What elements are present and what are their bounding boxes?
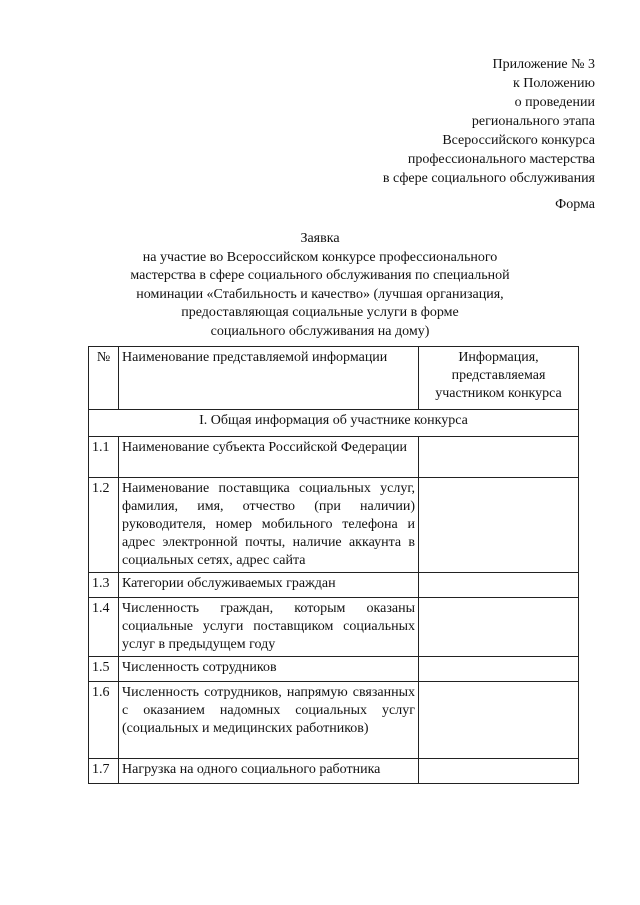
table-row (89, 682, 579, 759)
row-name: Наименование субъекта Российской Федерации (119, 437, 419, 478)
row-name: Категории обслуживаемых граждан (119, 573, 419, 598)
title-heading: Заявка (300, 231, 340, 246)
row-info-cell[interactable] (419, 657, 579, 682)
title-line: на участие во Всероссийском конкурсе профессионального (142, 249, 498, 265)
title-line: номинации «Стабильность и качество» (лучшая организация, (136, 286, 504, 302)
table-row (89, 759, 579, 784)
row-info-cell[interactable] (419, 759, 579, 784)
application-title (100, 230, 540, 341)
table-row (89, 598, 579, 657)
table-row (89, 573, 579, 598)
appendix-line: Приложение № 3 (492, 57, 595, 72)
row-number: 1.5 (89, 657, 119, 682)
header-information-name: Наименование представляемой информации (119, 347, 419, 410)
row-name: Наименование поставщика социальных услуг, фамилия, имя, отчество (при наличии) руководителя, номер мобильного телефона и адрес электронной почты, наличие аккаунта в социальных сетях, адрес сайта (119, 478, 419, 573)
row-info-cell[interactable] (419, 598, 579, 657)
row-number: 1.1 (89, 437, 119, 478)
appendix-line: Всероссийского конкурса (442, 133, 595, 148)
appendix-line: в сфере социального обслуживания (382, 171, 595, 186)
title-line: социального обслуживания на дому) (210, 323, 430, 339)
table-row (89, 657, 579, 682)
appendix-line: регионального этапа (471, 114, 595, 129)
table-row (89, 437, 579, 478)
row-number: 1.7 (89, 759, 119, 784)
section-title: I. Общая информация об участнике конкурса (89, 410, 579, 437)
table-row (89, 478, 579, 573)
row-name: Численность сотрудников (119, 657, 419, 682)
row-name: Численность граждан, которым оказаны социальные услуги поставщиком социальных услуг в предыдущем году (119, 598, 419, 657)
section-row (89, 410, 579, 437)
title-line: мастерства в сфере социального обслуживания по специальной (130, 268, 510, 283)
row-info-cell[interactable] (419, 437, 579, 478)
row-number: 1.3 (89, 573, 119, 598)
appendix-line: о проведении (514, 95, 595, 110)
header-number: № (89, 347, 119, 410)
row-number: 1.6 (89, 682, 119, 759)
row-name: Нагрузка на одного социального работника (119, 759, 419, 784)
row-number: 1.4 (89, 598, 119, 657)
row-number: 1.2 (89, 478, 119, 573)
appendix-line: профессионального мастерства (407, 152, 595, 167)
row-info-cell[interactable] (419, 573, 579, 598)
form-label: Форма (555, 197, 595, 212)
application-form-table (88, 346, 579, 784)
row-info-cell[interactable] (419, 478, 579, 573)
appendix-line: к Положению (512, 76, 595, 91)
row-info-cell[interactable] (419, 682, 579, 759)
title-line: предоставляющая социальные услуги в форме (181, 305, 459, 320)
row-name: Численность сотрудников, напрямую связанных с оказанием надомных социальных услуг (социальных и медицинских работников) (119, 682, 419, 759)
table-header-row (89, 347, 579, 410)
header-participant-information: Информация, представляемая участником конкурса (419, 347, 579, 410)
appendix-block (383, 55, 595, 188)
